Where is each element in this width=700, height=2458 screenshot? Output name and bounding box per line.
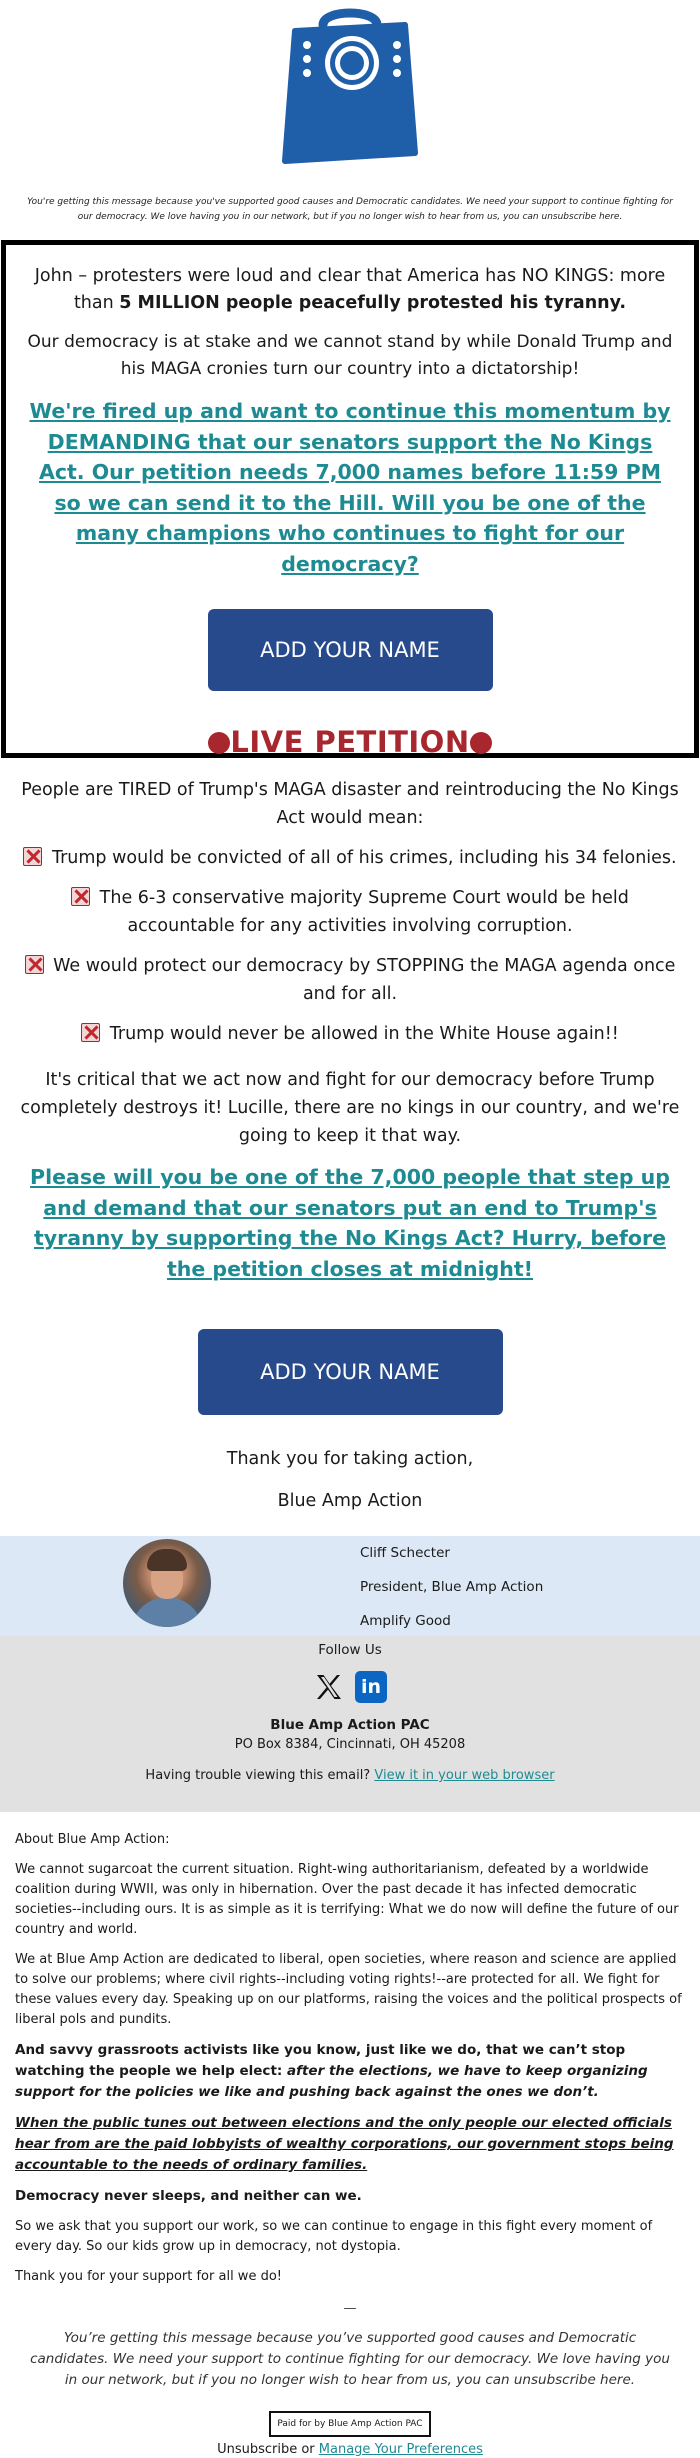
cross-mark-icon	[71, 887, 90, 906]
unsubscribe-text[interactable]: Unsubscribe or	[217, 2442, 319, 2457]
list-item	[20, 844, 680, 872]
democracy-text: Our democracy is at stake and we cannot stand by while Donald Trump and his MAGA cronies turn our country into a dictatorship!	[27, 332, 673, 379]
signature-name: Cliff Schecter	[360, 1545, 450, 1561]
trouble-viewing	[0, 1768, 700, 1783]
list-item-text: Trump would never be allowed in the White House again!!	[109, 1024, 619, 1044]
signature-org: Amplify Good	[360, 1613, 451, 1629]
about-paragraph: We cannot sugarcoat the current situation. Right-wing authoritarianism, defeated by a worldwide coalition during WWII, was only in hibernation. Over the past decade it has infected democratic societies--including ours. It is as simple as it is terrifying: What we do now will define the future of our country and world.	[15, 1862, 679, 1937]
list-item	[20, 1020, 680, 1048]
intro-text	[24, 263, 676, 317]
top-disclaimer: You're getting this message because you've supported good causes and Democratic candidates. We need your support to continue fighting for our democracy. We love having you in our network, but if you no longer wish to hear from us, you can unsubscribe here.	[27, 197, 673, 222]
list-item-text: The 6-3 conservative majority Supreme Court would be held accountable for any activities involving corruption.	[99, 888, 629, 936]
petition-cta-link[interactable]: We're fired up and want to continue this momentum by DEMANDING that our senators support the No Kings Act. Our petition needs 7,000 names before 11:59 PM so we can send it to the Hill. Will you be one of the many champions who continues to fight for our democracy?	[29, 399, 671, 576]
intro-prefix: John – protesters were loud and clear that America has NO KINGS: more than	[34, 266, 666, 313]
list-item	[20, 952, 680, 1008]
paid-for-box: Paid for by Blue Amp Action PAC	[269, 2411, 431, 2437]
list-item-text: We would protect our democracy by STOPPING the MAGA agenda once and for all.	[53, 956, 676, 1004]
about-section	[0, 1812, 700, 2287]
live-dot-icon	[470, 732, 492, 754]
add-your-name-button-2[interactable]: ADD YOUR NAME	[198, 1329, 503, 1415]
pac-name: Blue Amp Action PAC	[270, 1717, 430, 1733]
live-petition-label: LIVE PETITION	[230, 725, 470, 759]
live-petition-banner[interactable]	[24, 725, 676, 759]
about-paragraph-bold	[15, 2040, 685, 2103]
cross-mark-icon	[23, 847, 42, 866]
about-paragraph: We at Blue Amp Action are dedicated to liberal, open societies, where reason and science are applied to solve our problems; where civil rights--including voting rights!--are protected for all. We fight for these values every day. Speaking up on our platforms, raising the voices and the political prospects of liberal pols and pundits.	[15, 1952, 682, 2027]
about-italic-text: after the elections, we have to keep organizing support for the policies we like and pushing back against the ones we don’t.	[15, 2063, 648, 2100]
about-paragraph-underlined: When the public tunes out between elections and the only people our elected officials hear from are the paid lobbyists of wealthy corporations, our government stops being accountable to the needs of ordinary families.	[15, 2115, 674, 2173]
follow-footer	[0, 1636, 700, 1812]
x-icon[interactable]	[313, 1671, 345, 1703]
avatar	[123, 1539, 211, 1627]
follow-title: Follow Us	[318, 1642, 382, 1658]
about-democracy-line: Democracy never sleeps, and neither can we.	[15, 2188, 362, 2204]
about-bold-text: And savvy grassroots activists like you know, just like we do, that we can’t stop watching the people we help elect:	[15, 2042, 626, 2079]
live-dot-icon	[208, 732, 230, 754]
unsubscribe-line	[0, 2441, 700, 2458]
about-paragraph: Thank you for your support for all we do!	[15, 2269, 282, 2284]
intro-bold: 5 MILLION people peacefully protested his tyranny.	[119, 293, 627, 313]
lead-text: People are TIRED of Trump's MAGA disaster and reintroducing the No Kings Act would mean:	[21, 780, 679, 828]
signoff-text: Blue Amp Action	[277, 1491, 423, 1511]
petition-box	[1, 240, 699, 758]
signature-title: President, Blue Amp Action	[360, 1579, 544, 1595]
trouble-text: Having trouble viewing this email?	[145, 1768, 371, 1783]
list-item-text: Trump would be convicted of all of his crimes, including his 34 felonies.	[51, 848, 677, 868]
view-in-browser-link[interactable]: View it in your web browser	[374, 1768, 555, 1783]
cross-mark-icon	[25, 955, 44, 974]
blue-amp-action-logo[interactable]	[265, 3, 435, 168]
linkedin-icon[interactable]: in	[355, 1671, 387, 1703]
bottom-disclaimer: You’re getting this message because you’ve supported good causes and Democratic candidates. We need your support to continue fighting for our democracy. We love having you in our network, but if you no longer wish to hear from us, you can unsubscribe here.	[30, 2330, 670, 2388]
add-your-name-button[interactable]: ADD YOUR NAME	[208, 609, 493, 691]
divider-dash: —	[343, 2301, 357, 2316]
thanks-text: Thank you for taking action,	[226, 1449, 474, 1469]
header	[0, 0, 700, 195]
amp-logo-graphic	[265, 3, 435, 168]
signature-block	[0, 1536, 700, 1636]
about-paragraph: So we ask that you support our work, so we can continue to engage in this fight every moment of every day. So our kids grow up in democracy, not dystopia.	[15, 2219, 653, 2254]
manage-preferences-link[interactable]: Manage Your Preferences	[318, 2442, 483, 2457]
list-item	[20, 884, 680, 940]
petition-cta-link-2[interactable]: Please will you be one of the 7,000 people that step up and demand that our senators put an end to Trump's tyranny by supporting the No Kings Act? Hurry, before the petition closes at midnight!	[30, 1165, 670, 1281]
body-section	[0, 776, 700, 1513]
about-heading: About Blue Amp Action:	[15, 1832, 170, 1847]
pac-address: PO Box 8384, Cincinnati, OH 45208	[234, 1737, 466, 1752]
cross-mark-icon	[81, 1023, 100, 1042]
social-links	[0, 1671, 700, 1703]
critical-text: It's critical that we act now and fight for our democracy before Trump completely destroys it! Lucille, there are no kings in our country, and we're going to keep it that way.	[20, 1070, 680, 1146]
